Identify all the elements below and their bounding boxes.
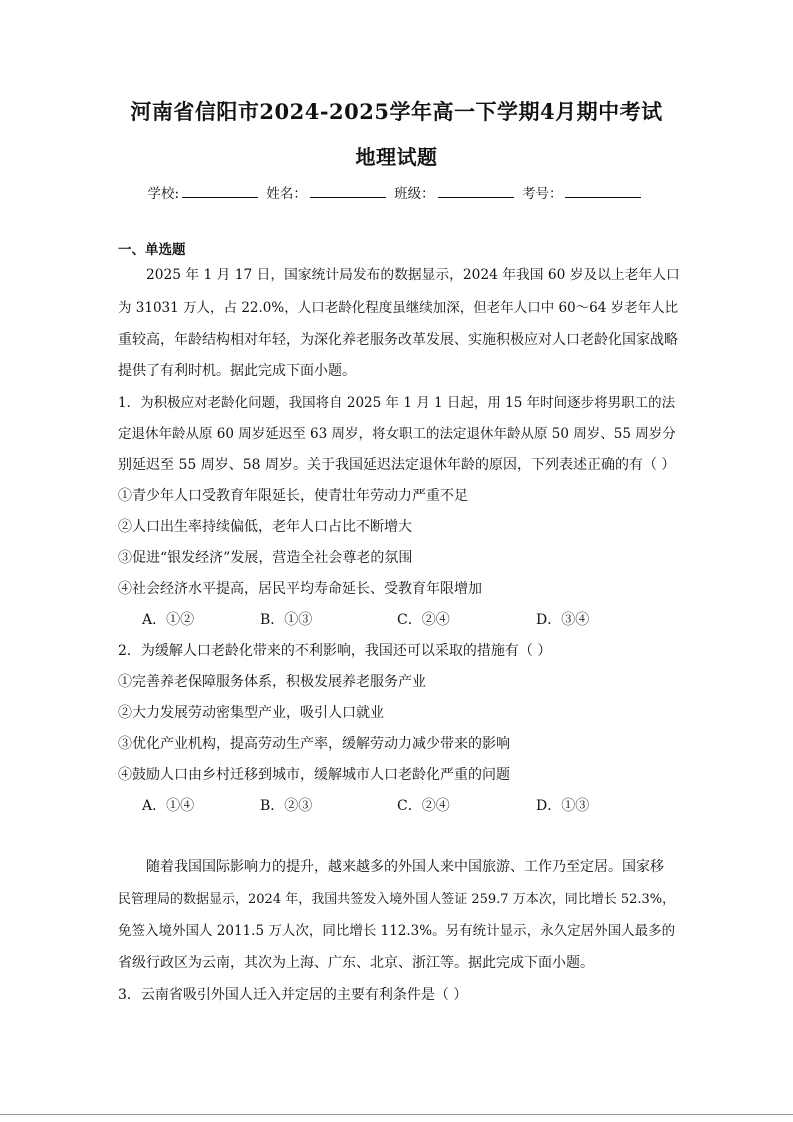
exam-title: 河南省信阳市2024-2025学年高一下学期4月期中考试: [130, 99, 663, 124]
q1-statement: ④社会经济水平提高，居民平均寿命延长、受教育年限增加: [118, 581, 482, 597]
passage2-line: 民管理局的数据显示，2024 年，我国共签发入境外国人签证 259.7 万本次，同比增长 52.3%，: [118, 892, 676, 907]
section-heading: 一、单选题: [118, 242, 186, 258]
q2-statement: ④鼓励人口由乡村迁移到城市，缓解城市人口老龄化严重的问题: [118, 767, 510, 783]
exam-number-blank[interactable]: [565, 185, 641, 198]
q1-stem-line: 定退休年龄从原 60 周岁延迟至 63 周岁，将女职工的法定退休年龄从原 50 周岁、55 周岁分: [118, 426, 676, 442]
q2-statement: ②大力发展劳动密集型产业，吸引人口就业: [118, 705, 384, 721]
page-bottom-divider: [0, 1114, 793, 1115]
student-info-line: [0, 182, 793, 202]
name-label: 姓名：: [266, 186, 307, 202]
q2-statement: ①完善养老保障服务体系，积极发展养老服务产业: [118, 674, 426, 690]
passage2-line: 随着我国国际影响力的提升，越来越多的外国人来中国旅游、工作乃至定居。国家移: [146, 859, 664, 875]
class-label: 班级：: [394, 186, 435, 202]
q1-statement: ①青少年人口受教育年限延长，使青壮年劳动力严重不足: [118, 488, 468, 504]
passage1-line: 2025 年 1 月 17 日，国家统计局发布的数据显示，2024 年我国 60 岁及以上老年人口: [146, 267, 680, 283]
exam-subtitle: 地理试题: [355, 145, 438, 169]
q1-statement: ②人口出生率持续偏低，老年人口占比不断增大: [118, 519, 412, 535]
q1-stem-line: 别延迟至 55 周岁、58 周岁。关于我国延迟法定退休年龄的原因，下列表述正确的有（ ）: [118, 457, 676, 473]
school-label: 学校:: [147, 186, 180, 202]
q2-option-c[interactable]: C．②④: [397, 798, 450, 814]
q2-stem-line: 2．为缓解人口老龄化带来的不利影响，我国还可以采取的措施有（ ）: [118, 643, 552, 659]
passage1-line: 重较高，年龄结构相对年轻，为深化养老服务改革发展、实施积极应对人口老龄化国家战略: [118, 332, 678, 348]
passage2-line: 免签入境外国人 2011.5 万人次，同比增长 112.3%。另有统计显示，永久定居外国人最多的: [118, 923, 676, 939]
q1-option-b[interactable]: B．①③: [260, 612, 313, 628]
passage2-line: 省级行政区为云南，其次为上海、广东、北京、浙江等。据此完成下面小题。: [118, 955, 594, 971]
q2-statement: ③优化产业机构，提高劳动生产率，缓解劳动力减少带来的影响: [118, 736, 510, 752]
exam-number-label: 考号：: [521, 186, 563, 202]
q3-stem-line: 3．云南省吸引外国人迁入并定居的主要有利条件是（ ）: [118, 987, 468, 1003]
q2-option-b[interactable]: B．②③: [260, 798, 313, 814]
class-blank[interactable]: [438, 185, 514, 198]
q2-option-a[interactable]: A．①④: [142, 798, 195, 814]
q2-option-d[interactable]: D．①③: [536, 798, 590, 814]
passage1-line: 提供了有利时机。据此完成下面小题。: [118, 363, 356, 379]
q1-statement: ③促进“银发经济”发展，营造全社会尊老的氛围: [118, 550, 413, 566]
q1-option-d[interactable]: D．③④: [536, 612, 590, 628]
q1-option-a[interactable]: A．①②: [142, 612, 195, 628]
school-blank[interactable]: [182, 185, 258, 198]
q1-option-c[interactable]: C．②④: [397, 612, 450, 628]
name-blank[interactable]: [310, 185, 386, 198]
passage1-line: 为 31031 万人，占 22.0%，人口老龄化程度虽继续加深，但老年人口中 60～64 岁老年人比: [118, 300, 679, 316]
q1-stem-line: 1．为积极应对老龄化问题，我国将自 2025 年 1 月 1 日起，用 15 年时间逐步将男职工的法: [118, 395, 676, 411]
